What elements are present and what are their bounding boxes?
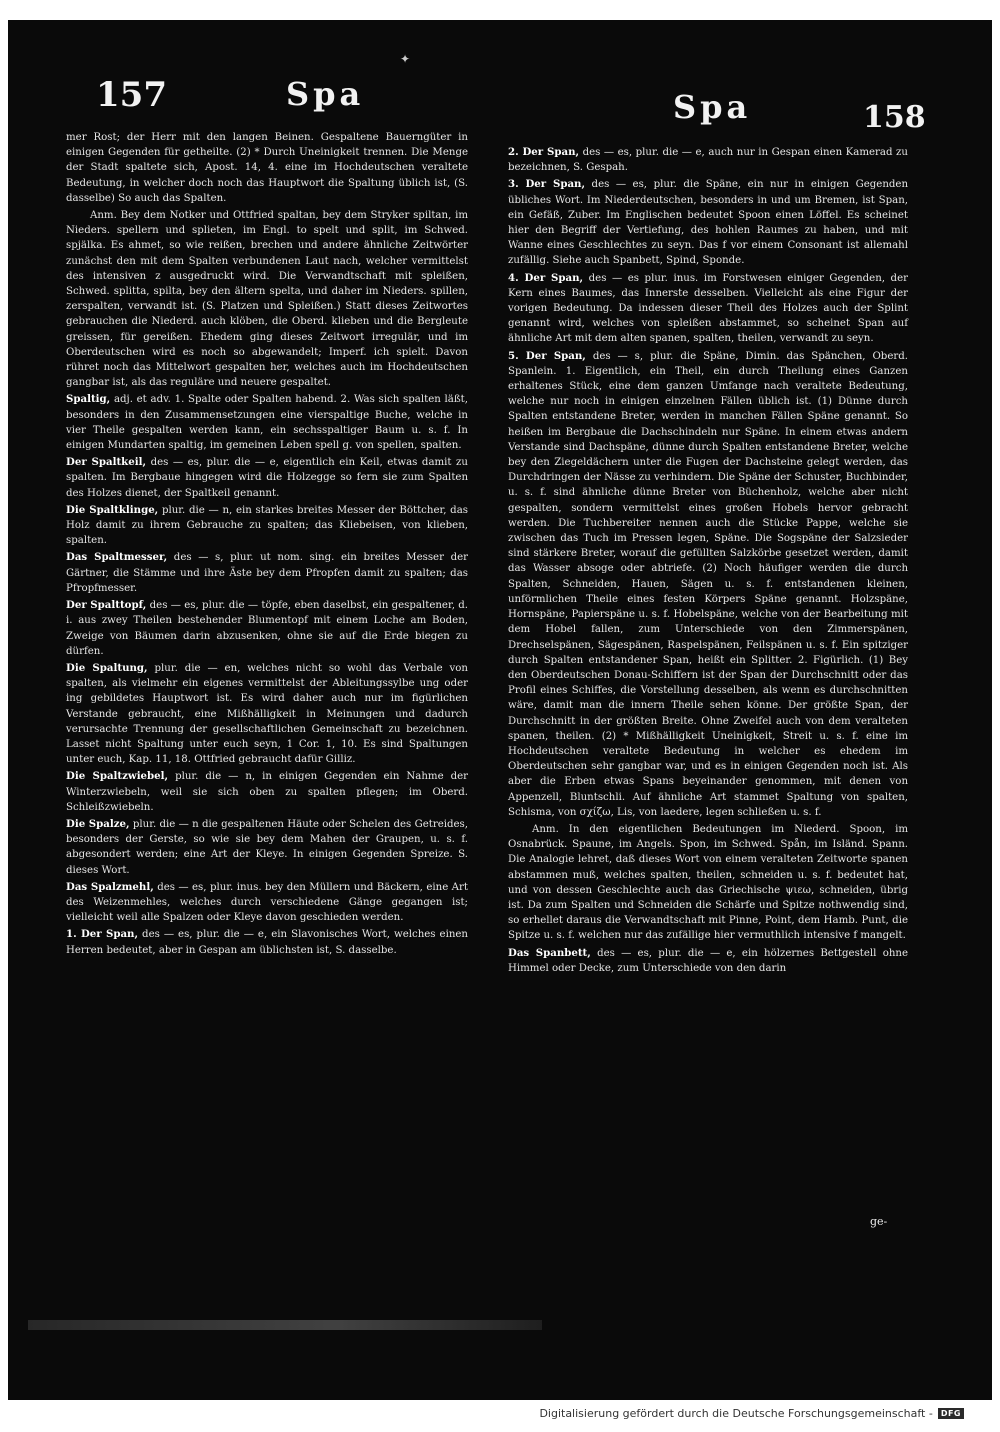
right-page-number: 158 [863,100,926,135]
entry [66,598,468,659]
entry-headword: Das Spanbett, [508,946,591,959]
right-guide-word: Spa [673,88,752,126]
entry-headword: 5. Der Span, [508,349,586,362]
entry [66,503,468,549]
entry [508,271,908,347]
footer [539,1407,964,1420]
entry [66,880,468,926]
entry [508,145,908,175]
entry-text: des — es plur. inus. im Forstwesen einiger Gegenden, der Kern eines Baumes, das Innerste desselben. Vielleicht als eine Figur der vorigen Bedeutung. Da indessen dieser Theil des Holzes auch der Splint genannt wird, welches von spleißen abstammet, so scheinet Span auf ähnliche Art mit dem alten spanen, spalten, theilen, verwandt zu seyn. [508,272,908,345]
left-page-number: 157 [96,75,167,115]
entry-text: Anm. In den eigentlichen Bedeutungen im Niederd. Spoon, im Osnabrück. Spaune, im Angels. Spon, im Schwed. Spån, im Isländ. Spann. Die Analogie lehret, daß dieses Wort von einem veralteten Zeitworte spanen abstammen muß, welches spalten, theilen, schneiden u. s. f. bedeutet hat, und von dessen Geschlechte auch das Griechische ψιεω, schneiden, übrig ist. Da zum Spalten und Schneiden die Schärfe und Spitze nothwendig sind, so erhellet daraus die Verwandtschaft mit Pinne, Point, dem Hamb. Punt, die Spitze u. s. f. welchen nur das zufällige hier vermuthlich intensive f mangelt. [508,823,908,942]
entry-headword: 2. Der Span, [508,146,580,158]
entry-headword: Die Spaltzwiebel, [66,770,169,783]
entry [66,455,468,501]
scan-artifact [28,1320,542,1330]
entry-headword: 3. Der Span, [508,178,586,191]
entry-text: des — es, plur. die — e, ein Slavonisches Wort, welches einen Herren bedeutet, aber in Gespan am üblichsten ist, S. dasselbe. [66,929,468,956]
entry [66,392,468,453]
entry [508,349,908,820]
scan-mark: ✦ [400,52,411,66]
entry-text: plur. die — en, welches nicht so wohl das Verbale von spalten, als vielmehr ein eigenes vermittelst der Ableitungssylbe ung oder ing gebildetes Hauptwort ist. Es wird daher auch nur im figürlichen Verstande gebraucht, eine Mißhälligkeit in Meinungen und dadurch verursachte Trennung der gesellschaftlichen Gemeinschaft zu bezeichnen. Lasset nicht Spaltung unter euch seyn, 1 Cor. 1, 10. Es sind Spaltungen unter euch, Kap. 11, 18. Ottfried gebraucht dafür Gilliz. [66,662,468,766]
entry-text: des — es, plur. die Späne, ein nur in einigen Gegenden übliches Wort. Im Niederdeutschen, besonders in und um Bremen, ist Span, ein Gefäß, Zuber. Im Englischen bedeutet Spoon einen Löffel. Es scheinet hier den Begriff der Vertiefung, des hohlen Raumes zu haben, und mit Wanne eines Geschlechtes zu seyn. Das f vor einem Consonant ist allemahl zufällig. Siehe auch Spanbett, Spind, Sponde. [508,179,908,267]
entry-headword: 4. Der Span, [508,271,584,284]
entry-headword: Die Spaltklinge, [66,503,159,516]
left-guide-word: Spa [286,75,365,113]
entry [508,946,908,976]
entry-text: des — es, plur. inus. bey den Müllern und Bäckern, eine Art des Weizenmehles, welches durch verschiedene Gänge gegangen ist; vielleicht weil alle Spalzen oder Kleye davon geschieden werden. [66,881,468,924]
entry-headword: 1. Der Span, [66,928,139,941]
entry-headword: Spaltig, [66,393,111,406]
left-column [66,130,468,1250]
footer-credit: Digitalisierung gefördert durch die Deutsche Forschungsgemeinschaft - [539,1407,933,1420]
entry-headword: Die Spaltung, [66,661,148,674]
entry [508,822,908,944]
entry [508,177,908,268]
entry-headword: Der Spalttopf, [66,599,147,612]
right-column [508,145,908,1250]
entry-text: plur. die — n, in einigen Gegenden ein Nahme der Winterzwiebeln, weil sie sich oben zu spalten pflegen; im Oberd. Schleißzwiebeln. [66,771,469,813]
entry-text: mer Rost; der Herr mit den langen Beinen. Gespaltene Bauerngüter in einigen Gegenden für getheilte. (2) * Durch Uneinigkeit trennen. Die Menge der Stadt spaltete sich, Apost. 14, 4. eine im Hochdeutschen veraltete Bedeutung, in welcher doch noch das Hauptwort die Spaltung üblich ist, (S. dasselbe) So auch das Spalten. [66,132,468,204]
entry-text: des — es, plur. die — e, auch nur in Gespan einen Kamerad zu bezeichnen, S. Gespah. [508,147,908,174]
entry [66,661,468,767]
dfg-logo-icon: DFG [938,1408,964,1419]
scanned-dictionary-page [8,20,992,1400]
entry-headword: Der Spaltkeil, [66,456,147,469]
entry-text: des — s, plur. ut nom. sing. ein breites Messer der Gärtner, die Stämme und ihre Äste bey dem Pfropfen damit zu spalten; das Pfropfmesser. [66,552,469,594]
entry-text: plur. die — n, ein starkes breites Messer der Böttcher, das Holz damit zu ihrem Gebrauche zu spalten; das Kliebeisen, von klieben, spalten. [66,504,469,547]
entry-text: plur. die — n die gespaltenen Häute oder Schelen des Getreides, besonders der Gerste, so wie sie bey dem Mahen der Graupen, u. s. f. abgesondert werden; eine Art der Kleye. In einigen Gegenden Spreize. S. dieses Wort. [66,818,469,876]
entry [66,550,468,596]
entry-headword: Das Spalzmehl, [66,880,154,893]
entry [66,208,468,390]
entry [66,769,468,815]
entry [66,927,468,957]
entry-text: des — s, plur. die Späne, Dimin. das Spänchen, Oberd. Spanlein. 1. Eigentlich, ein Theil, ein durch Theilung eines Ganzen erhaltenes Stück, eine dem ganzen Umfange nach veraltete Bedeutung, welche nur noch in einigen einzelnen Fällen üblich ist. (1) Dünne durch Spalten entstandene Breter, werden in manchen Fällen Späne genannt. So heißen im Bergbaue die Dachschindeln nur Späne. In einem etwas andern Verstande sind Dachspäne, dünne durch Spalten entstandene Breter, welche bey den Ziegeldächern unter die Fugen der Dachsteine gelegt werden, das Durchdringen der Nässe zu verhindern. Die Späne der Schuster, Buchbinder, u. s. f. sind ähnliche dünne Breter von Büchenholz, welche aber nicht gespalten, sondern vermittelst eines großen Hobels hervor gebracht werden. Die Tuchbereiter nennen auch die Stücke Pappe, welche sie zwischen das Tuch im Pressen legen, Späne. Die Sogspäne der Salzsieder sind stärkere Breter, worauf die gefüllten Salzkörbe gesetzet werden, damit das Wasser absoge oder abtriefe. (2) Noch häufiger werden die durch Spalten, Schneiden, Hauen, Sägen u. s. f. entstandenen kleinen, unförmlichen Theile eines festen Körpers Späne genannt. Holzspäne, Hornspäne, Papierspäne u. s. f. Hobelspäne, welche von der Bearbeitung mit dem Hobel fallen, zum Unterschiede von den Zimmerspänen, Drechselspänen, Sägespänen, Raspelspänen, Feilspänen u. s. f. Ein spitziger durch Spalten entstandener Span, heißt ein Splitter. 2. Figürlich. (1) Bey den Oberdeutschen Donau-Schiffern ist der Span der Durchschnitt oder das Profil eines Schiffes, die Vorstellung desselben, als wenn es durchschnitten wäre, damit man die innern Theile sehen könne. Der größte Span, der Durchschnitt in der größten Breite. Ohne Zweifel auch von dem veralteten spanen, theilen. (2) * Mißhälligkeit Uneinigkeit, Streit u. s. f. eine im Hochdeutschen veraltete Bedeutung in welcher es ehedem im Oberdeutschen sehr gangbar war, und es in einigen Gegenden noch ist. Als aber die Erben etwas Spans beyeinander genommen, mit denen von Appenzell, Bluntschli. Auf ähnliche Art stammet Spaltung von spalten, Schisma, von σχίζω, Lis, von laedere, legen schließen u. s. f. [508,350,908,818]
entry [66,130,468,206]
entry [66,817,468,878]
entry-headword: Die Spalze, [66,817,130,830]
entry-text: des — es, plur. die — e, ein hölzernes Bettgestell ohne Himmel oder Decke, zum Unterschiede von den darin [508,947,908,974]
entry-text: Anm. Bey dem Notker und Ottfried spaltan, bey dem Stryker spiltan, im Nieders. spellern und splieten, im Engl. to spelt und split, im Schwed. spjälka. Es ahmet, so wie reißen, brechen und andere ähnliche Zeitwörter zunächst den mit dem Spalten verbundenen Laut nach, welcher vermittelst des intensiven z ausgedruckt wird. Die Verwandtschaft mit spleißen, Schwed. splitta, spilta, bey den ältern spelta, und daher im Nieders. spillen, zerspalten, verwandt ist. (S. Platzen und Spleißen.) Statt dieses Zeitwortes gebrauchen die Niederd. auch klöben, die Oberd. klieben und die Bergleute greissen, für gereißen. Ehedem ging dieses Zeitwort irregulär, und im Oberdeutschen wird es noch so abgewandelt; Imperf. ich spielt. Davon rühret noch das Mittelwort gespalten her, welches auch im Hochdeutschen gangbar ist, als das reguläre und neuere gespaltet. [66,210,468,389]
entry-text: des — es, plur. die — töpfe, eben daselbst, ein gespaltener, d. i. aus zwey Theilen bestehender Blumentopf mit einem Loche am Boden, Zweige von Bäumen darin abzusenken, ohne sie auf die Erde biegen zu dürfen. [66,600,469,657]
entry-text: adj. et adv. 1. Spalte oder Spalten habend. 2. Was sich spalten läßt, besonders in den Zusammensetzungen eine vierspaltige Buche, welche in vier Theile gespalten werden kann, ein sechsspaltiger Baum u. s. f. In einigen Mundarten spaltig, im gemeinen Leben spell g. von spellen, spalten. [66,394,468,452]
catchword: ge- [870,1215,888,1228]
entry-text: des — es, plur. die — e, eigentlich ein Keil, etwas damit zu spalten. Im Bergbaue hingegen wird die Holzegge so fern sie zum Spalten des Holzes dienet, der Spaltkeil genannt. [66,457,468,499]
entry-headword: Das Spaltmesser, [66,551,168,564]
